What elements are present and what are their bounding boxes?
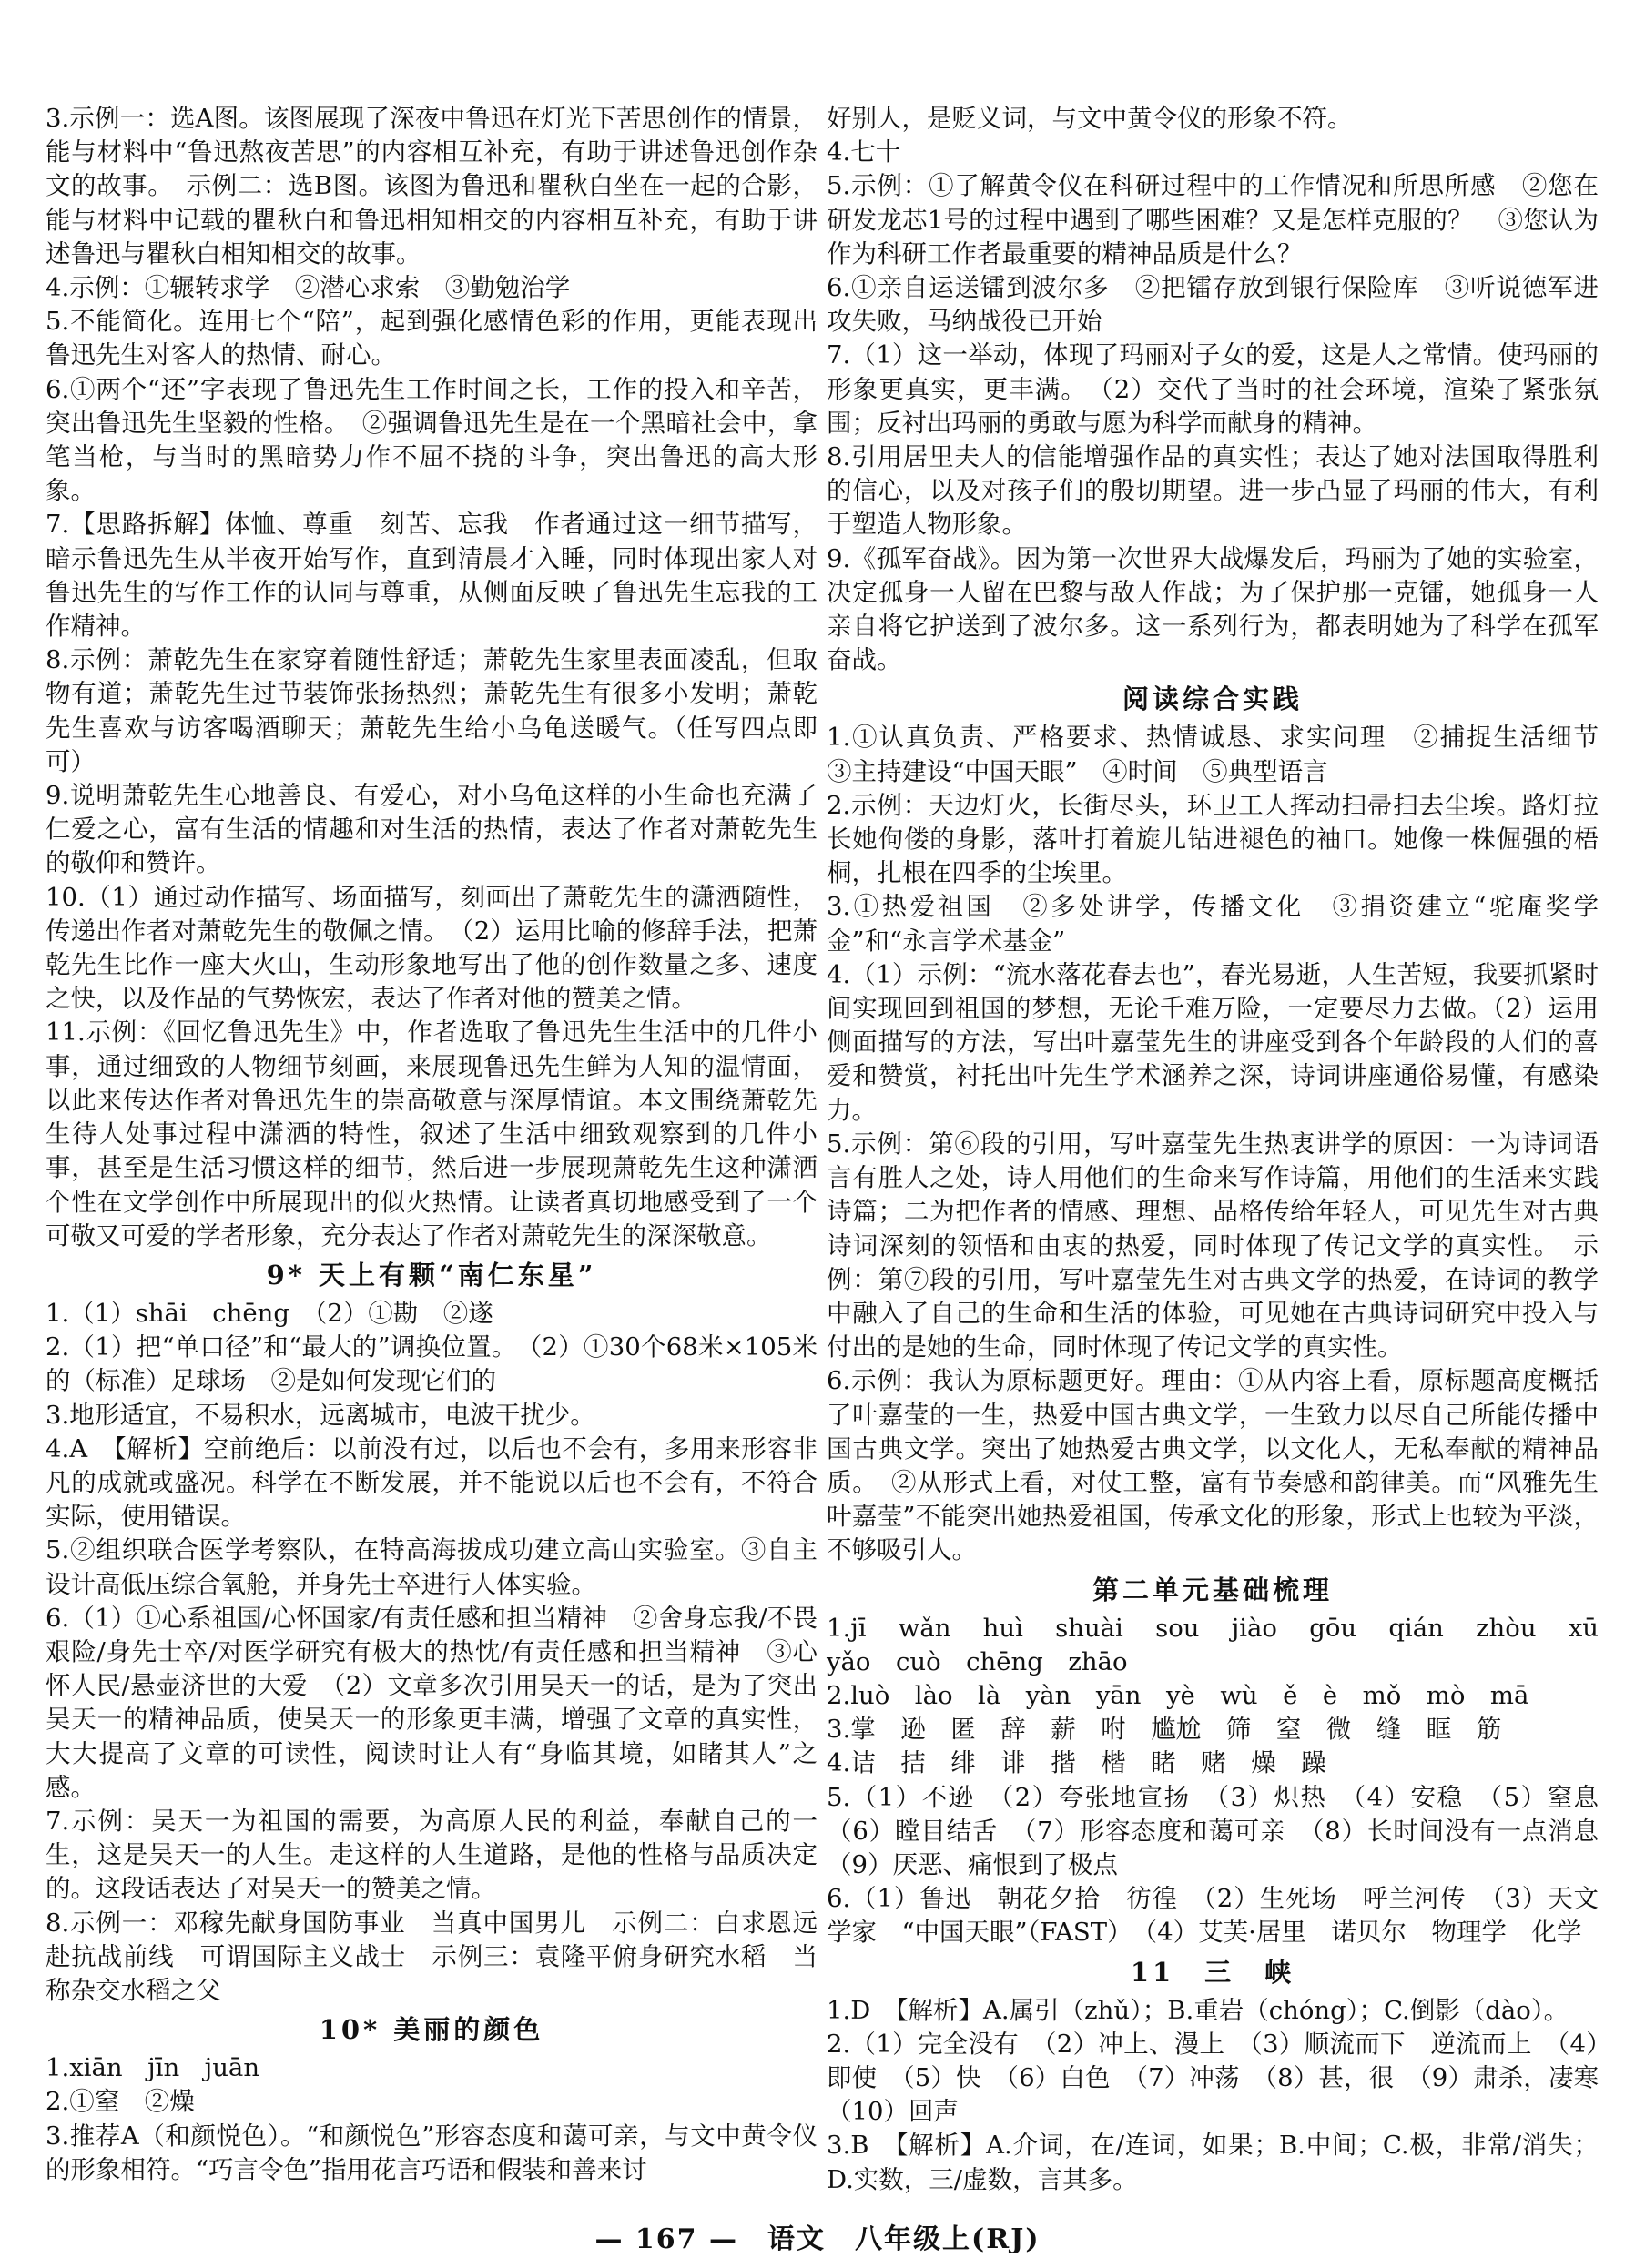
answer-paragraph: 11.示例：《回忆鲁迅先生》中，作者选取了鲁迅先生生活中的几件小事，通过细致的人物细节刻画，来展现鲁迅先生鲜为人知的温情面，以此来传达作者对鲁迅先生的崇高敬意与深厚情谊。本文围绕萧乾先生待人处事过程中潇洒的特性，叙述了生活中细致观察到的几件小事，甚至是生活习惯这样的细节，然后进一步展现萧乾先生这种潇洒个性在文学创作中所展现出的似火热情。让读者真切地感受到了一个可敬又可爱的学者形象，充分表达了作者对萧乾先生的深深敬意。 bbox=[46, 1018, 818, 1250]
answer-paragraph: 2.（1）把“单口径”和“最大的”调换位置。 （2）①30个68米×105米的（标准）足球场 ②是如何发现它们的 bbox=[46, 1332, 818, 1396]
answer-paragraph: 2.（1）完全没有 （2）冲上、漫上 （3）顺流而下 逆流而上 （4）即使 （5）快 （6）白色 （7）冲荡 （8）甚，很 （9）肃杀，凄寒 （10）回声 bbox=[827, 2029, 1624, 2127]
answer-paragraph: 9.说明萧乾先生心地善良、有爱心，对小乌龟这样的小生命也充满了仁爱之心，富有生活的情趣和对生活的热情，表达了作者对萧乾先生的敬仰和赞许。 bbox=[46, 781, 818, 878]
section-heading: 11 三 峡 bbox=[1130, 1956, 1295, 1988]
section-heading: 10* 美丽的颜色 bbox=[319, 2014, 544, 2046]
section-heading: 第二单元基础梳理 bbox=[1092, 1574, 1333, 1605]
answer-paragraph: 5.不能简化。连用七个“陪”，起到强化感情色彩的作用，更能表现出鲁迅先生对客人的热情、耐心。 bbox=[46, 307, 818, 370]
right-column bbox=[827, 102, 1624, 2197]
answer-paragraph: 1.xiān jīn juān bbox=[46, 2053, 260, 2083]
answer-paragraph: 4.（1）示例：“流水落花春去也”，春光易逝，人生苦短，我要抓紧时间实现回到祖国的梦想，无论千难万险，一定要尽力去做。（2）运用侧面描写的方法，写出叶嘉莹先生的讲座受到各个年龄段的人们的喜爱和赞赏，衬托出叶先生学术涵养之深，诗词讲座通俗易懂，有感染力。 bbox=[827, 959, 1599, 1125]
answer-paragraph: 7.示例：吴天一为祖国的需要，为高原人民的利益，奉献自己的一生，这是吴天一的人生。走这样的人生道路，是他的性格与品质决定的。这段话表达了对吴天一的赞美之情。 bbox=[46, 1806, 818, 1904]
left-column bbox=[46, 102, 818, 2187]
answer-paragraph: 3.示例一：选A图。该图展现了深夜中鲁迅在灯光下苦思创作的情景，能与材料中“鲁迅熬夜苦思”的内容相互补充，有助于讲述鲁迅创作杂文的故事。 示例二：选B图。该图为鲁迅和瞿秋白坐在一起的合影，能与材料中记载的瞿秋白和鲁迅相知相交的内容相互补充，有助于讲述鲁迅与瞿秋白相知相交的故事。 bbox=[46, 104, 818, 268]
answer-paragraph: 1.①认真负责、严格要求、热情诚恳、求实问理 ②捕捉生活细节 ③主持建设“中国天眼” ④时间 ⑤典型语言 bbox=[827, 723, 1624, 786]
answer-paragraph: 1.D 【解析】A.属引（zhǔ）；B.重岩（chóng）；C.倒影（dào）。 bbox=[827, 1995, 1569, 2025]
answer-paragraph: 8.示例：萧乾先生在家穿着随性舒适；萧乾先生家里表面凌乱，但取物有道；萧乾先生过节装饰张扬热烈；萧乾先生有很多小发明；萧乾先生喜欢与访客喝酒聊天；萧乾先生给小乌龟送暖气。（任写四点即可） bbox=[46, 645, 818, 776]
answer-paragraph: 3.B 【解析】A.介词，在/连词，如果；B.中间；C.极，非常/消失；D.实数，三/虚数，言其多。 bbox=[827, 2131, 1599, 2194]
answer-paragraph: 好别人，是贬义词，与文中黄令仪的形象不符。 bbox=[827, 104, 1353, 133]
answer-paragraph: 7.（1）这一举动，体现了玛丽对子女的爱，这是人之常情。使玛丽的形象更真实，更丰满。 （2）交代了当时的社会环境，渲染了紧张氛围；反衬出玛丽的勇敢与愿为科学而献身的精神。 bbox=[827, 340, 1599, 438]
answer-paragraph: 4.A 【解析】空前绝后：以前没有过，以后也不会有，多用来形容非凡的成就或盛况。科学在不断发展，并不能说以后也不会有，不符合实际，使用错误。 bbox=[46, 1433, 818, 1532]
answer-paragraph: 6.示例：我认为原标题更好。理由：①从内容上看，原标题高度概括了叶嘉莹的一生，热爱中国古典文学，一生致力以尽自己所能传播中国古典文学。突出了她热爱古典文学，以文化人，无私奉献的精神品质。 ②从形式上看，对仗工整，富有节奏感和韵律美。而“风雅先生叶嘉莹”不能突出她热爱祖国，传承文化的形象，形式上也较为平淡，不够吸引人。 bbox=[827, 1366, 1599, 1565]
answer-paragraph: 8.示例一：邓稼先献身国防事业 当真中国男儿 示例二：白求恩远赴抗战前线 可谓国际主义战士 示例三：袁隆平俯身研究水稻 当称杂交水稻之父 bbox=[46, 1908, 818, 2005]
answer-paragraph: 7.【思路拆解】体恤、尊重 刻苦、忘我 作者通过这一细节描写，暗示鲁迅先生从半夜开始写作，直到清晨才入睡，同时体现出家人对鲁迅先生的写作工作的认同与尊重，从侧面反映了鲁迅先生忘我的工作精神。 bbox=[46, 510, 818, 642]
answer-paragraph: 3.①热爱祖国 ②多处讲学，传播文化 ③捐资建立“驼庵奖学金”和“永言学术基金” bbox=[827, 892, 1599, 956]
answer-paragraph: 1.（1）shāi chēng （2）①勘 ②遂 bbox=[46, 1298, 493, 1328]
answer-paragraph: 5.示例：①了解黄令仪在科研过程中的工作情况和所思所感 ②您在研发龙芯1号的过程中遇到了哪些困难？又是怎样克服的？ ③您认为作为科研工作者最重要的精神品质是什么？ bbox=[827, 171, 1599, 268]
answer-paragraph: 5.（1）不逊 （2）夸张地宣扬 （3）炽热 （4）安稳 （5）窒息 （6）瞠目结舌 （7）形容态度和蔼可亲 （8）长时间没有一点消息 （9）厌恶、痛恨到了极点 bbox=[827, 1782, 1624, 1879]
answer-paragraph: 4.诘 拮 绯 诽 揩 楷 睹 赌 燥 躁 bbox=[827, 1748, 1326, 1778]
answer-paragraph: 10.（1）通过动作描写、场面描写，刻画出了萧乾先生的潇洒随性，传递出作者对萧乾先生的敬佩之情。 （2）运用比喻的修辞手法，把萧乾先生比作一座大火山，生动形象地写出了他的创作数量之多、速度之快，以及作品的气势恢宏，表达了作者对他的赞美之情。 bbox=[46, 882, 818, 1014]
answer-paragraph: 1.jī wǎn huì shuài sou jiào gōu qián zhòu xū yǎo cuò chēng zhāo bbox=[827, 1613, 1624, 1676]
answer-paragraph: 3.地形适宜，不易积水，远离城市，电波干扰少。 bbox=[46, 1400, 595, 1430]
answer-paragraph: 2.①窒 ②燥 bbox=[46, 2087, 195, 2117]
answer-paragraph: 6.（1）①心系祖国/心怀国家/有责任感和担当精神 ②舍身忘我/不畏艰险/身先士卒/对医学研究有极大的热忱/有责任感和担当精神 ③心怀人民/悬壶济世的大爱 （2）文章多次引用吴天一的话，是为了突出吴天一的精神品质，使吴天一的形象更丰满，增强了文章的真实性，大大提高了文章的可读性，阅读时让人有“身临其境，如睹其人”之感。 bbox=[46, 1603, 818, 1802]
answer-paragraph: 4.示例：①辗转求学 ②潜心求索 ③勤勉治学 bbox=[46, 273, 571, 303]
answer-paragraph: 6.①两个“还”字表现了鲁迅先生工作时间之长，工作的投入和辛苦，突出鲁迅先生坚毅的性格。 ②强调鲁迅先生是在一个黑暗社会中，拿笔当枪，与当时的黑暗势力作不屈不挠的斗争，突出鲁迅的高大形象。 bbox=[46, 374, 818, 506]
section-heading: 9* 天上有颗“南仁东星” bbox=[266, 1259, 597, 1291]
answer-paragraph: 6.①亲自运送镭到波尔多 ②把镭存放到银行保险库 ③听说德军进攻失败，马纳战役已开始 bbox=[827, 273, 1599, 337]
answer-paragraph: 3.推荐A（和颜悦色）。“和颜悦色”形容态度和蔼可亲，与文中黄令仪的形象相符。“巧言令色”指用花言巧语和假装和善来讨 bbox=[46, 2121, 818, 2184]
answer-paragraph: 8.引用居里夫人的信能增强作品的真实性；表达了她对法国取得胜利的信心，以及对孩子们的殷切期望。进一步凸显了玛丽的伟大，有利于塑造人物形象。 bbox=[827, 442, 1599, 540]
answer-paragraph: 3.掌 逊 匿 辞 薪 咐 尴尬 筛 窒 微 缝 眶 筋 bbox=[827, 1715, 1502, 1745]
answer-paragraph: 4.七十 bbox=[827, 137, 901, 167]
answer-paragraph: 9.《孤军奋战》。因为第一次世界大战爆发后，玛丽为了她的实验室，决定孤身一人留在巴黎与敌人作战；为了保护那一克镭，她孤身一人亲自将它护送到了波尔多。这一系列行为，都表明她为了科学在孤军奋战。 bbox=[827, 543, 1599, 675]
answer-paragraph: 5.②组织联合医学考察队，在特高海拔成功建立高山实验室。③自主设计高低压综合氧舱，并身先士卒进行人体实验。 bbox=[46, 1535, 818, 1599]
answer-paragraph: 5.示例：第⑥段的引用，写叶嘉莹先生热衷讲学的原因：一为诗词语言有胜人之处，诗人用他们的生命来写作诗篇，用他们的生活来实践诗篇；二为把作者的情感、理想、品格传给年轻人，可见先生对古典诗词深刻的领悟和由衷的热爱，同时体现了传记文学的真实性。 示例：第⑦段的引用，写叶嘉莹先生对古典文学的热爱，在诗词的教学中融入了自己的生命和生活的体验，可见她在古典诗词研究中投入与付出的是她的生命，同时体现了传记文学的真实性。 bbox=[827, 1129, 1599, 1362]
answer-paragraph: 6.（1）鲁迅 朝花夕拾 彷徨 （2）生死场 呼兰河传 （3）天文学家 “中国天眼”（FAST） （4）艾芙·居里 诺贝尔 物理学 化学 bbox=[827, 1884, 1599, 1948]
answer-paragraph: 2.luò lào là yàn yān yè wù ě è mǒ mò mā bbox=[827, 1680, 1529, 1710]
answer-paragraph: 2.示例：天边灯火，长街尽头，环卫工人挥动扫帚扫去尘埃。路灯拉长她佝偻的身影，落叶打着旋儿钻进褪色的袖口。她像一株倔强的梧桐，扎根在四季的尘埃里。 bbox=[827, 790, 1599, 888]
page-footer: — 167 — 语文 八年级上(RJ) bbox=[594, 2223, 1041, 2255]
section-heading: 阅读综合实践 bbox=[1122, 683, 1303, 715]
